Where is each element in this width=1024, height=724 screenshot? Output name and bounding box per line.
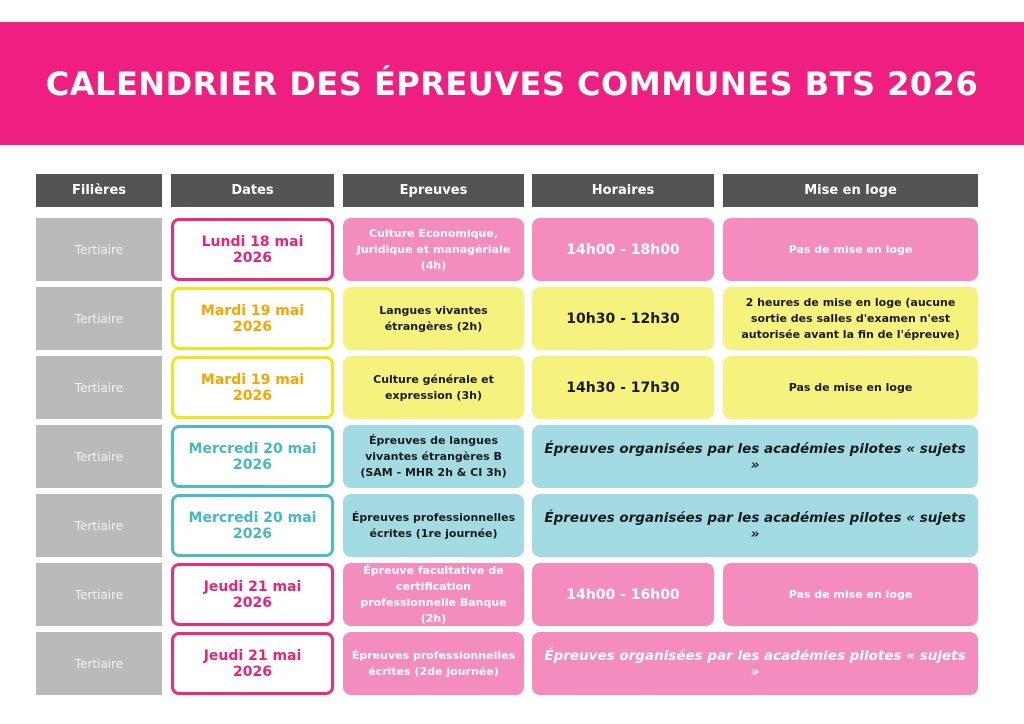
filiere-cell: Tertiaire — [36, 356, 162, 419]
epreuve-cell: Épreuves professionnelles écrites (1re journée) — [343, 494, 524, 557]
organisation-note-cell: Épreuves organisées par les académies pilotes « sujets » — [532, 425, 978, 488]
header-mise-en-loge: Mise en loge — [723, 174, 978, 207]
date-cell: Lundi 18 mai 2026 — [171, 218, 334, 281]
date-cell: Mardi 19 mai 2026 — [171, 287, 334, 350]
epreuve-cell: Langues vivantes étrangères (2h) — [343, 287, 524, 350]
page-title: CALENDRIER DES ÉPREUVES COMMUNES BTS 2026 — [45, 64, 979, 103]
date-cell: Jeudi 21 mai 2026 — [171, 563, 334, 626]
epreuve-cell: Culture Economique, Juridique et managériale (4h) — [343, 218, 524, 281]
epreuve-cell: Épreuves de langues vivantes étrangères B (SAM - MHR 2h & CI 3h) — [343, 425, 524, 488]
filiere-cell: Tertiaire — [36, 425, 162, 488]
date-cell: Mercredi 20 mai 2026 — [171, 425, 334, 488]
title-banner — [0, 22, 1024, 145]
filiere-cell: Tertiaire — [36, 494, 162, 557]
organisation-note-cell: Épreuves organisées par les académies pilotes « sujets » — [532, 494, 978, 557]
header-filieres: Filières — [36, 174, 162, 207]
horaire-cell: 10h30 - 12h30 — [532, 287, 714, 350]
filiere-cell: Tertiaire — [36, 563, 162, 626]
date-cell: Jeudi 21 mai 2026 — [171, 632, 334, 695]
mise-en-loge-cell: Pas de mise en loge — [723, 218, 978, 281]
mise-en-loge-cell: 2 heures de mise en loge (aucune sortie des salles d'examen n'est autorisée avant la fin de l'épreuve) — [723, 287, 978, 350]
header-epreuves: Epreuves — [343, 174, 524, 207]
mise-en-loge-cell: Pas de mise en loge — [723, 563, 978, 626]
date-cell: Mercredi 20 mai 2026 — [171, 494, 334, 557]
mise-en-loge-cell: Pas de mise en loge — [723, 356, 978, 419]
filiere-cell: Tertiaire — [36, 287, 162, 350]
epreuve-cell: Épreuve facultative de certification professionnelle Banque (2h) — [343, 563, 524, 626]
filiere-cell: Tertiaire — [36, 632, 162, 695]
epreuve-cell: Épreuves professionnelles écrites (2de journée) — [343, 632, 524, 695]
organisation-note-cell: Épreuves organisées par les académies pilotes « sujets » — [532, 632, 978, 695]
header-horaires: Horaires — [532, 174, 714, 207]
filiere-cell: Tertiaire — [36, 218, 162, 281]
horaire-cell: 14h00 - 18h00 — [532, 218, 714, 281]
horaire-cell: 14h30 - 17h30 — [532, 356, 714, 419]
date-cell: Mardi 19 mai 2026 — [171, 356, 334, 419]
epreuve-cell: Culture générale et expression (3h) — [343, 356, 524, 419]
header-dates: Dates — [171, 174, 334, 207]
horaire-cell: 14h00 - 16h00 — [532, 563, 714, 626]
